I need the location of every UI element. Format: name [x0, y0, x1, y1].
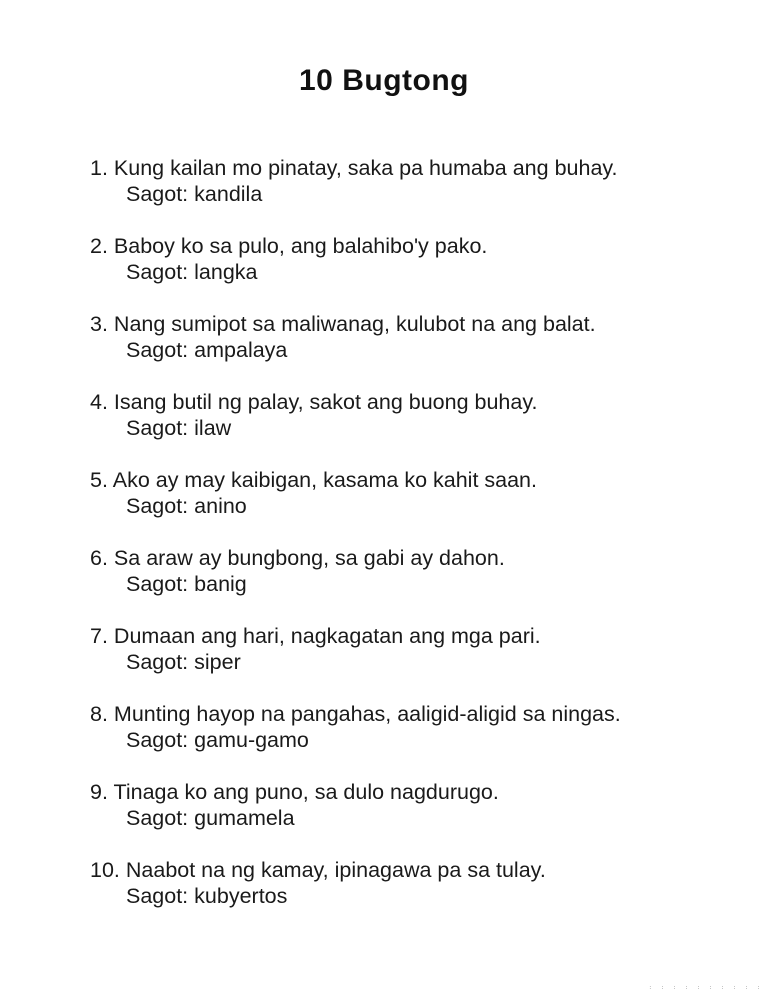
riddle-number: 3.: [90, 312, 108, 336]
answer-label: Sagot:: [126, 572, 189, 596]
riddle-item-7: [90, 623, 728, 675]
riddle-item-3: [90, 311, 728, 363]
answer-label: Sagot:: [126, 806, 189, 830]
answer-text: gamu-gamo: [194, 728, 309, 752]
answer-label: Sagot:: [126, 884, 189, 908]
answer-text: kubyertos: [194, 884, 288, 908]
riddle-number: 7.: [90, 624, 108, 648]
riddle-body: Dumaan ang hari, nagkagatan ang mga pari.: [113, 624, 541, 648]
riddle-body: Baboy ko sa pulo, ang balahibo'y pako.: [113, 234, 488, 258]
answer-label: Sagot:: [126, 728, 189, 752]
riddle-text: [90, 701, 728, 727]
riddle-number: 4.: [90, 390, 108, 414]
riddle-body: Munting hayop na pangahas, aaligid-aligid sa ningas.: [113, 702, 621, 726]
riddle-item-10: [90, 857, 728, 909]
answer-text: ampalaya: [194, 338, 288, 362]
riddle-text: [90, 311, 728, 337]
answer-text: gumamela: [194, 806, 295, 830]
riddle-answer: [90, 571, 728, 597]
answer-text: siper: [194, 650, 241, 674]
riddle-number: 9.: [90, 780, 108, 804]
scan-artifact: : : : : : : : : : :: [648, 985, 763, 991]
riddle-text: [90, 779, 728, 805]
riddle-body: Isang butil ng palay, sakot ang buong buhay.: [113, 390, 538, 414]
answer-text: banig: [194, 572, 247, 596]
riddle-item-9: [90, 779, 728, 831]
riddle-body: Naabot na ng kamay, ipinagawa pa sa tulay.: [125, 858, 546, 882]
riddle-item-1: [90, 155, 728, 207]
riddle-answer: [90, 493, 728, 519]
riddle-body: Tinaga ko ang puno, sa dulo nagdurugo.: [113, 780, 499, 804]
riddle-answer: [90, 883, 728, 909]
answer-label: Sagot:: [126, 182, 189, 206]
riddle-text: [90, 545, 728, 571]
riddle-answer: [90, 337, 728, 363]
answer-label: Sagot:: [126, 416, 189, 440]
riddle-number: 8.: [90, 702, 108, 726]
riddle-text: [90, 467, 728, 493]
riddle-item-5: [90, 467, 728, 519]
riddle-text: [90, 233, 728, 259]
riddle-answer: [90, 181, 728, 207]
riddle-text: [90, 623, 728, 649]
riddle-number: 1.: [90, 156, 108, 180]
page-title: 10 Bugtong: [299, 64, 469, 97]
riddle-body: Ako ay may kaibigan, kasama ko kahit saan.: [112, 468, 537, 492]
riddle-number: 10.: [90, 858, 120, 882]
riddle-item-4: [90, 389, 728, 441]
riddle-body: Sa araw ay bungbong, sa gabi ay dahon.: [113, 546, 505, 570]
riddle-number: 5.: [90, 468, 108, 492]
riddle-body: Kung kailan mo pinatay, saka pa humaba ang buhay.: [113, 156, 618, 180]
riddle-list: [90, 155, 728, 909]
riddle-answer: [90, 259, 728, 285]
riddle-answer: [90, 649, 728, 675]
riddle-answer: [90, 727, 728, 753]
riddle-answer: [90, 415, 728, 441]
answer-text: kandila: [194, 182, 263, 206]
riddle-number: 2.: [90, 234, 108, 258]
riddle-item-6: [90, 545, 728, 597]
answer-text: ilaw: [194, 416, 232, 440]
riddle-number: 6.: [90, 546, 108, 570]
answer-label: Sagot:: [126, 260, 189, 284]
riddle-text: [90, 389, 728, 415]
riddle-text: [90, 857, 728, 883]
answer-label: Sagot:: [126, 338, 189, 362]
riddle-answer: [90, 805, 728, 831]
answer-label: Sagot:: [126, 650, 189, 674]
riddle-body: Nang sumipot sa maliwanag, kulubot na ang balat.: [113, 312, 596, 336]
answer-text: anino: [194, 494, 247, 518]
riddle-item-2: [90, 233, 728, 285]
answer-text: langka: [194, 260, 258, 284]
answer-label: Sagot:: [126, 494, 189, 518]
riddle-item-8: [90, 701, 728, 753]
riddle-text: [90, 155, 728, 181]
